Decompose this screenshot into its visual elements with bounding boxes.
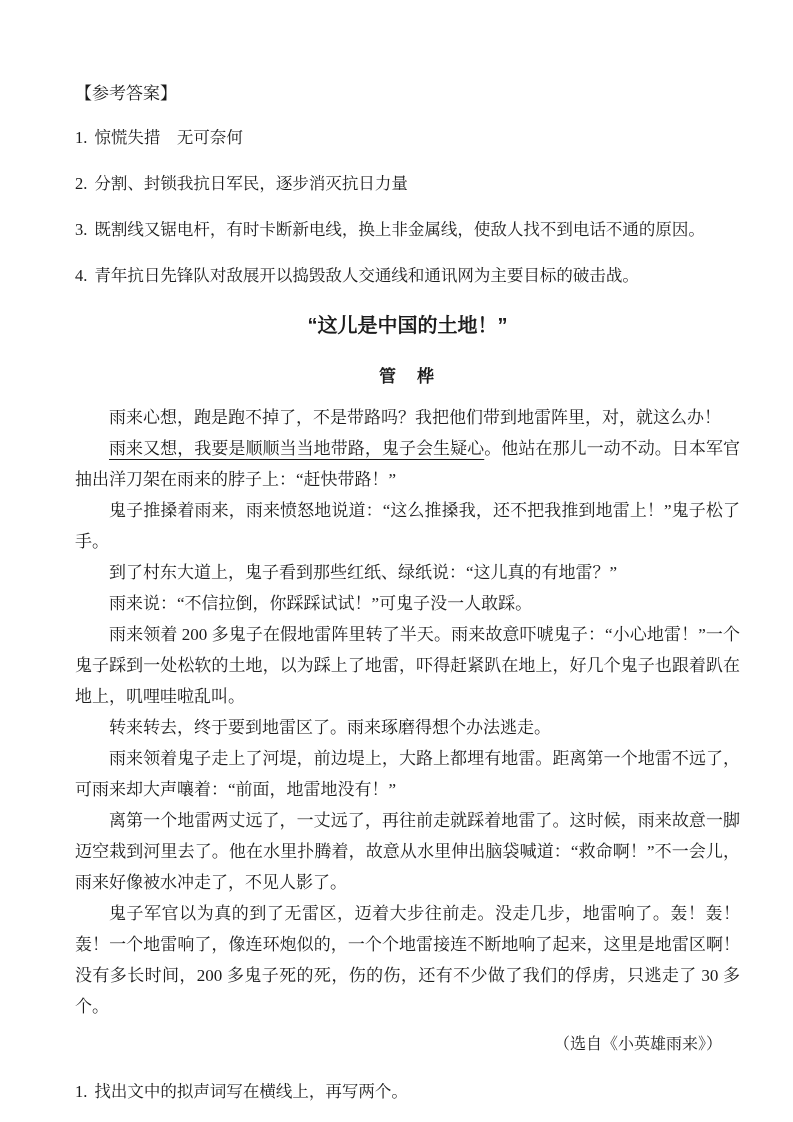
source-attribution: （选自《小英雄雨来》）	[553, 1036, 722, 1053]
article-title: “这儿是中国的土地！”	[307, 315, 508, 337]
story-paragraph	[75, 743, 740, 805]
story-paragraph	[75, 619, 740, 712]
story-paragraph	[75, 557, 740, 588]
answer-text: 分割、封锁我抗日军民，逐步消灭抗日力量	[94, 174, 408, 193]
question-text: 找出文中的拟声词写在横线上，再写两个。	[94, 1082, 408, 1101]
answer-number: 1.	[75, 128, 88, 147]
answer-number: 3.	[75, 220, 88, 239]
story-paragraph	[75, 898, 740, 1022]
answer-item-1	[75, 128, 740, 148]
question-number: 1.	[75, 1082, 88, 1101]
story-text: 离第一个地雷两丈远了，一丈远了，再往前走就踩着地雷了。这时候，雨来故意一脚迈空栽到河里去了。他在水里扑腾着，故意从水里伸出脑袋喊道：“救命啊！”不一会儿，雨来好像被水冲走了，不见人影了。	[75, 811, 740, 892]
story-text: 转来转去，终于要到地雷区了。雨来琢磨得想个办法逃走。	[109, 718, 551, 737]
story-text: 鬼子推搡着雨来，雨来愤怒地说道：“这么推搡我，还不把我推到地雷上！”鬼子松了手。	[75, 501, 740, 551]
answer-text: 青年抗日先锋队对敌展开以捣毁敌人交通线和通讯网为主要目标的破击战。	[94, 266, 639, 285]
answer-text: 既割线又锯电杆，有时卡断新电线，换上非金属线，使敌人找不到电话不通的原因。	[94, 220, 705, 239]
answer-item-2	[75, 174, 740, 194]
story-paragraph	[75, 712, 740, 743]
story-text: 雨来心想，跑是跑不掉了，不是带路吗？我把他们带到地雷阵里，对，就这么办！	[109, 408, 721, 427]
story-paragraph	[75, 433, 740, 495]
story-text: 。他站在那儿一动不动。日本军官抽出洋刀架在雨来的脖子上：“赶快带路！”	[75, 439, 741, 489]
story-text: 雨来领着 200 多鬼子在假地雷阵里转了半天。雨来故意吓唬鬼子：“小心地雷！”一个鬼子踩到一处松软的土地，以为踩上了地雷，吓得赶紧趴在地上，好几个鬼子也跟着趴在地上，叽哩哇啦乱叫。	[75, 625, 740, 706]
underlined-sentence: 雨来又想，我要是顺顺当当地带路，鬼子会生疑心	[109, 439, 485, 458]
answer-number: 4.	[75, 266, 88, 285]
story-text: 到了村东大道上，鬼子看到那些红纸、绿纸说：“这儿真的有地雷？”	[109, 563, 618, 582]
answer-number: 2.	[75, 174, 88, 193]
answer-text: 惊慌失措 无可奈何	[94, 128, 243, 147]
question-item-1	[75, 1082, 740, 1102]
story-paragraph	[75, 402, 740, 433]
article-author: 管 桦	[379, 367, 436, 386]
story-text: 雨来说：“不信拉倒，你踩踩试试！”可鬼子没一人敢踩。	[109, 594, 533, 613]
story-text: 鬼子军官以为真的到了无雷区，迈着大步往前走。没走几步，地雷响了。轰！轰！轰！一个地雷响了，像连环炮似的，一个个地雷接连不断地响了起来，这里是地雷区啊！没有多长时间，200 多鬼子死的死，伤的伤，还有不少做了我们的俘虏，只逃走了 30 多个。	[75, 904, 740, 1016]
answer-item-3	[75, 220, 740, 240]
story-paragraph	[75, 495, 740, 557]
story-paragraph	[75, 805, 740, 898]
story-paragraph	[75, 588, 740, 619]
reference-answers-header: 【参考答案】	[75, 84, 177, 103]
article-body	[75, 402, 740, 1022]
answer-item-4	[75, 266, 740, 286]
story-text: 雨来领着鬼子走上了河堤，前边堤上，大路上都埋有地雷。距离第一个地雷不远了，可雨来却大声嚷着：“前面，地雷地没有！”	[75, 749, 740, 799]
